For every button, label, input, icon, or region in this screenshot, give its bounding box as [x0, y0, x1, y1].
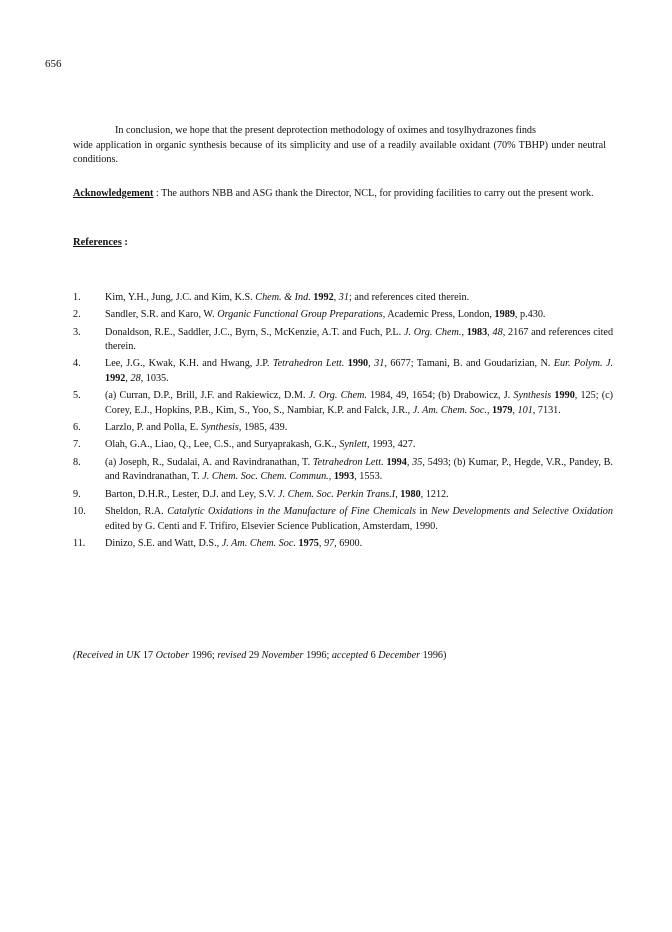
reference-segment: , 125; (c) Corey, E.J., Hopkins, P.B., Kim, S., Yoo, S., Nambiar, K.P. and Falck, J.R.,	[105, 390, 614, 416]
reference-segment: ,	[395, 488, 401, 500]
reference-segment: 1975	[298, 537, 319, 549]
reference-segment: Chem. & Ind.	[255, 292, 311, 303]
reference-segment: Dinizo, S.E. and Watt, D.S.,	[105, 537, 222, 549]
acknowledgement-text: : The authors NBB and ASG thank the Director, NCL, for providing facilities to carry out the present work.	[153, 188, 594, 199]
reference-segment: 1990	[554, 390, 575, 402]
reference-segment: ,	[406, 456, 413, 468]
accepted-label: accepted	[331, 650, 369, 661]
references-heading	[73, 237, 128, 248]
reference-segment: Synthesis	[513, 390, 552, 402]
reference-segment: Barton, D.H.R., Lester, D.J. and Ley, S.V.	[105, 488, 279, 500]
reference-segment: , 6900.	[334, 537, 363, 549]
reference-number: 7.	[73, 439, 81, 451]
reference-text	[105, 421, 613, 436]
reference-segment: Tetrahedron Lett.	[312, 456, 384, 468]
reference-segment: 28	[130, 373, 141, 385]
reference-segment: J. Org. Chem.	[308, 390, 367, 402]
reference-segment: J. Org. Chem.	[403, 326, 462, 338]
reference-number: 5.	[73, 390, 81, 402]
reference-segment: Sheldon, R.A.	[105, 505, 168, 517]
reference-segment: , 2167 and references cited therein.	[105, 326, 614, 353]
reference-item	[73, 357, 613, 386]
reference-segment: , 1985, 439.	[238, 422, 288, 434]
reference-item	[73, 326, 613, 355]
reference-segment: 1980	[400, 488, 421, 500]
reference-segment: 1990	[347, 358, 369, 370]
revised-label: revised	[217, 650, 247, 661]
reference-segment: ,	[318, 537, 324, 549]
reference-segment: Sandler, S.R. and Karo, W.	[105, 309, 218, 321]
reference-item	[73, 505, 613, 534]
received-month: October	[155, 650, 189, 661]
reference-item	[73, 389, 613, 418]
reference-segment: , 6677; Tamani, B. and Goudarizian, N.	[384, 358, 554, 370]
conclusion-first-line: In conclusion, we hope that the present deprotection methodology of oximes and tosylhydrazones finds	[115, 125, 536, 136]
reference-segment: , Academic Press, London,	[382, 309, 495, 321]
reference-item	[73, 421, 613, 436]
reference-segment: J. Chem. Soc. Chem. Commun.	[202, 471, 329, 483]
reference-segment: edited by G. Centi and F. Trifiro, Elsevier Science Publication, Amsterdam, 1990.	[105, 520, 438, 532]
reference-segment: 1994	[386, 456, 407, 468]
acknowledgement-label: Acknowledgement	[73, 188, 154, 199]
reference-segment: ,	[125, 373, 131, 385]
references-heading-colon: :	[121, 237, 128, 248]
received-close: 1996)	[420, 650, 447, 661]
reference-segment: , 1035.	[140, 373, 169, 385]
reference-text	[105, 326, 613, 355]
reference-segment: 1992	[105, 373, 126, 385]
reference-number: 10.	[73, 505, 86, 517]
reference-segment: Synlett	[339, 439, 368, 451]
reference-segment: 1993	[333, 471, 355, 483]
reference-item	[73, 291, 613, 306]
accepted-month: December	[378, 650, 421, 661]
reference-segment: Organic Functional Group Preparations	[217, 309, 383, 321]
reference-segment: J. Am. Chem. Soc.	[412, 404, 487, 416]
reference-number: 6.	[73, 422, 81, 434]
reference-number: 8.	[73, 456, 81, 468]
reference-number: 4.	[73, 358, 81, 370]
reference-text	[105, 308, 613, 323]
reference-text	[105, 505, 613, 534]
reference-segment: 35	[412, 456, 423, 468]
revised-date: 29	[246, 650, 262, 661]
reference-segment: Tetrahedron Lett.	[272, 358, 345, 370]
revised-month: November	[261, 650, 304, 661]
reference-segment: , p.430.	[514, 309, 546, 321]
reference-segment: , 1553.	[354, 471, 383, 483]
reference-segment: 48	[492, 326, 503, 338]
references-heading-label: References	[73, 237, 122, 248]
reference-text	[105, 438, 613, 453]
conclusion-rest: wide application in organic synthesis because of its simplicity and use of a readily available oxidant (70% TBHP) under neutral conditions.	[73, 139, 606, 166]
reference-segment: ,	[333, 292, 339, 303]
reference-text	[105, 456, 613, 485]
reference-segment: ,	[368, 358, 375, 370]
reference-segment: ,	[461, 326, 467, 338]
reference-segment: ,	[512, 404, 518, 416]
reference-segment: , 1993, 427.	[367, 439, 416, 451]
reference-segment: Olah, G.A., Liao, Q., Lee, C.S., and Suryaprakash, G.K.,	[105, 439, 340, 451]
reference-segment: Donaldson, R.E., Saddler, J.C., Byrn, S., McKenzie, A.T. and Fuch, P.L.	[105, 326, 404, 338]
reference-number: 11.	[73, 537, 86, 549]
received-date: 17	[140, 650, 156, 661]
reference-segment: New Developments and Selective Oxidation	[430, 505, 613, 517]
reference-segment: 1989	[494, 309, 515, 321]
reference-segment: ,	[486, 404, 493, 416]
reference-segment: J. Chem. Soc. Perkin Trans.I	[278, 488, 396, 500]
reference-segment: 31	[374, 358, 385, 370]
reference-segment: 1979	[492, 404, 513, 416]
reference-segment: 1984, 49, 1654; (b) Drabowicz, J.	[366, 390, 514, 402]
reference-text	[105, 291, 613, 306]
accepted-date: 6	[368, 650, 379, 661]
reference-segment: Larzlo, P. and Polla, E.	[105, 422, 201, 434]
reference-number: 2.	[73, 309, 81, 321]
reference-item	[73, 456, 613, 485]
reference-segment: Lee, J.G., Kwak, K.H. and Hwang, J.P.	[105, 358, 273, 370]
reference-segment: Catalytic Oxidations in the Manufacture of Fine Chemicals	[167, 505, 416, 517]
reference-item	[73, 488, 613, 503]
received-note	[73, 650, 446, 661]
reference-item	[73, 438, 613, 453]
reference-segment: 1983	[466, 326, 488, 338]
reference-item	[73, 537, 613, 552]
received-open: (Received in UK	[73, 650, 141, 661]
page-number: 656	[45, 58, 62, 70]
reference-segment: (a) Curran, D.P., Brill, J.F. and Rakiewicz, D.M.	[105, 390, 309, 402]
reference-number: 3.	[73, 326, 81, 338]
reference-segment: 101	[517, 404, 533, 416]
reference-segment: 1992	[313, 292, 334, 303]
reference-segment: 97	[323, 537, 335, 549]
reference-item	[73, 308, 613, 323]
reference-segment: ,	[328, 471, 334, 483]
reference-segment: Eur. Polym. J.	[553, 358, 614, 370]
conclusion-paragraph	[73, 124, 606, 168]
revised-year: 1996;	[303, 650, 332, 661]
reference-segment: (a) Joseph, R., Sudalai, A. and Ravindranathan, T.	[105, 456, 313, 468]
reference-text	[105, 537, 613, 552]
reference-text	[105, 389, 613, 418]
reference-segment: , 7131.	[532, 404, 561, 416]
reference-segment: ; and references cited therein.	[348, 292, 470, 303]
reference-segment: , 5493; (b) Kumar, P., Hegde, V.R., Pandey, B. and Ravindranathan, T.	[105, 456, 613, 483]
reference-segment: , 1212.	[420, 488, 449, 500]
references-list	[73, 291, 613, 554]
reference-text	[105, 357, 613, 386]
reference-text	[105, 488, 613, 503]
reference-segment: J. Am. Chem. Soc.	[221, 537, 296, 549]
reference-segment: ,	[487, 326, 493, 338]
received-year: 1996;	[189, 650, 218, 661]
reference-segment: in	[416, 505, 431, 517]
reference-segment: Synthesis	[200, 422, 239, 434]
reference-segment: Kim, Y.H., Jung, J.C. and Kim, K.S.	[105, 292, 256, 303]
reference-number: 1.	[73, 292, 81, 303]
reference-segment: 31	[338, 292, 349, 303]
acknowledgement-paragraph	[73, 187, 606, 202]
reference-number: 9.	[73, 488, 81, 500]
